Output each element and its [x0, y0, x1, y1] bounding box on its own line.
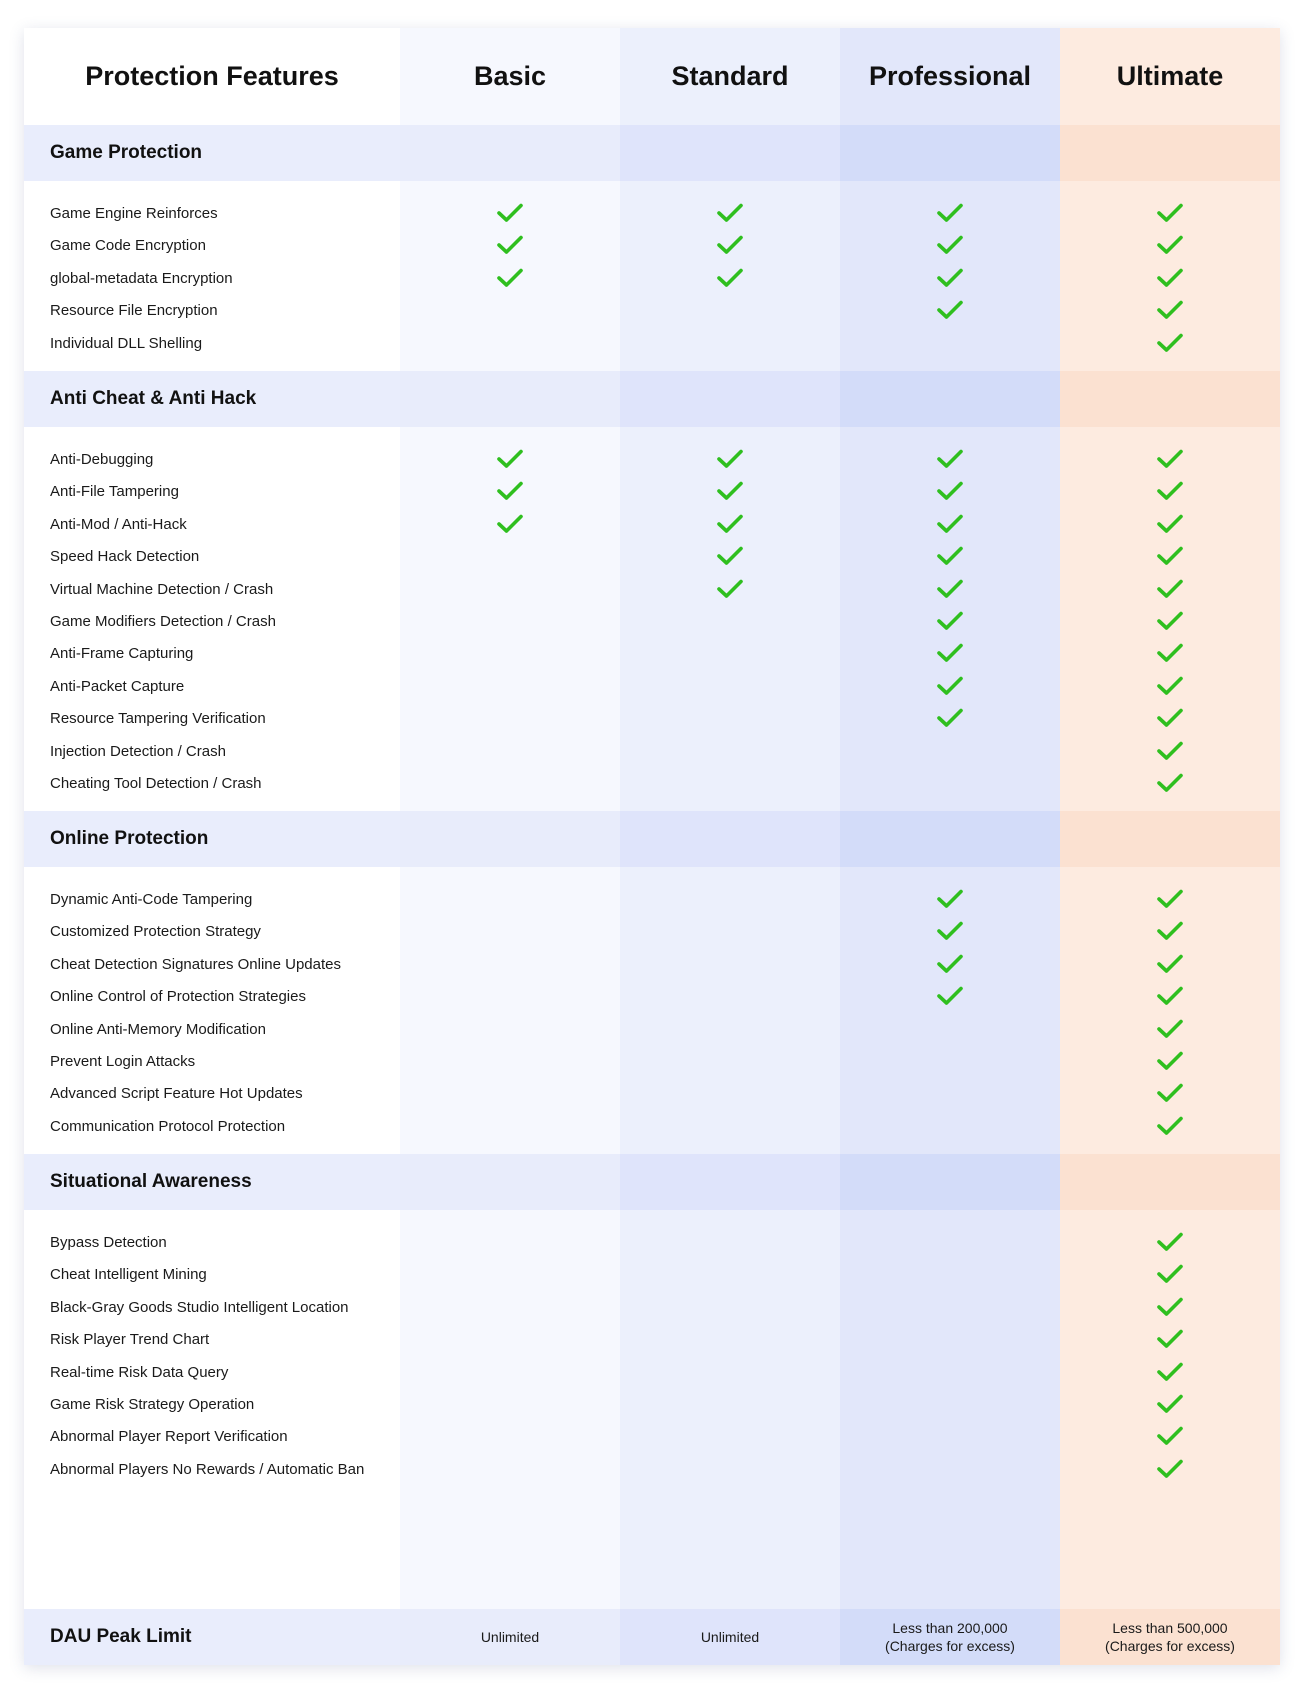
- check-icon-ultimate: [1156, 707, 1184, 729]
- feature-row: [24, 1109, 1280, 1144]
- check-icon-ultimate: [1156, 1231, 1184, 1253]
- feature-label: Anti-Packet Capture: [50, 677, 185, 695]
- check-icon-professional: [936, 578, 964, 600]
- check-icon-ultimate: [1156, 953, 1184, 975]
- comparison-table: [24, 28, 1280, 1665]
- feature-label: Customized Protection Strategy: [50, 923, 261, 941]
- check-icon-standard: [716, 545, 744, 567]
- check-icon-ultimate: [1156, 642, 1184, 664]
- section-title: Game Protection: [50, 142, 203, 163]
- feature-label: Advanced Script Feature Hot Updates: [50, 1085, 303, 1103]
- feature-row: [24, 914, 1280, 949]
- check-icon-professional: [936, 920, 964, 942]
- section-header: [24, 811, 1280, 867]
- check-icon-professional: [936, 610, 964, 632]
- check-icon-ultimate: [1156, 1393, 1184, 1415]
- feature-row: [24, 442, 1280, 477]
- check-icon-professional: [936, 234, 964, 256]
- feature-label: Bypass Detection: [50, 1234, 167, 1251]
- feature-label: Game Engine Reinforces: [50, 205, 218, 222]
- check-icon-ultimate: [1156, 675, 1184, 697]
- header-tier-ultimate: Ultimate: [1116, 61, 1224, 91]
- dau-limit-basic: Unlimited: [480, 1629, 540, 1645]
- section-header: [24, 371, 1280, 427]
- check-icon-ultimate: [1156, 1425, 1184, 1447]
- check-icon-basic: [496, 234, 524, 256]
- check-icon-ultimate: [1156, 234, 1184, 256]
- feature-label: Online Control of Protection Strategies: [50, 988, 306, 1006]
- feature-label: Real-time Risk Data Query: [50, 1363, 229, 1381]
- feature-row: [24, 293, 1280, 328]
- check-icon-basic: [496, 202, 524, 224]
- check-icon-professional: [936, 675, 964, 697]
- check-icon-standard: [716, 267, 744, 289]
- check-icon-ultimate: [1156, 1296, 1184, 1318]
- check-icon-ultimate: [1156, 920, 1184, 942]
- check-icon-ultimate: [1156, 1328, 1184, 1350]
- feature-row: [24, 734, 1280, 769]
- check-icon-professional: [936, 642, 964, 664]
- feature-label: Individual DLL Shelling: [50, 334, 203, 352]
- check-icon-ultimate: [1156, 1263, 1184, 1285]
- check-icon-basic: [496, 448, 524, 470]
- feature-row: [24, 326, 1280, 361]
- check-icon-ultimate: [1156, 985, 1184, 1007]
- check-icon-professional: [936, 480, 964, 502]
- section-title: Online Protection: [50, 828, 209, 849]
- feature-row: [24, 1322, 1280, 1357]
- check-icon-ultimate: [1156, 1050, 1184, 1072]
- check-icon-professional: [936, 985, 964, 1007]
- check-icon-ultimate: [1156, 1115, 1184, 1137]
- check-icon-ultimate: [1156, 545, 1184, 567]
- check-icon-ultimate: [1156, 740, 1184, 762]
- dau-limit-ultimate: Less than 500,000 (Charges for excess): [1105, 1620, 1235, 1654]
- feature-row: [24, 228, 1280, 263]
- check-icon-ultimate: [1156, 578, 1184, 600]
- feature-label: Cheating Tool Detection / Crash: [50, 775, 262, 792]
- feature-row: [24, 636, 1280, 671]
- feature-label: Anti-File Tampering: [50, 483, 179, 501]
- feature-row: [24, 1355, 1280, 1390]
- check-icon-professional: [936, 513, 964, 535]
- feature-label: Cheat Intelligent Mining: [50, 1266, 207, 1284]
- feature-row: [24, 1452, 1280, 1487]
- check-icon-ultimate: [1156, 267, 1184, 289]
- check-icon-basic: [496, 267, 524, 289]
- check-icon-professional: [936, 448, 964, 470]
- feature-row: [24, 701, 1280, 736]
- feature-label: Cheat Detection Signatures Online Updates: [50, 955, 342, 973]
- feature-label: Abnormal Player Report Verification: [50, 1428, 288, 1446]
- dau-limit-standard: Unlimited: [700, 1629, 760, 1645]
- feature-label: Anti-Mod / Anti-Hack: [50, 515, 187, 533]
- feature-label: Game Code Encryption: [50, 237, 206, 255]
- feature-row: [24, 1225, 1280, 1260]
- check-icon-ultimate: [1156, 448, 1184, 470]
- feature-label: Communication Protocol Protection: [50, 1117, 286, 1135]
- check-icon-ultimate: [1156, 332, 1184, 354]
- feature-label: Resource Tampering Verification: [50, 710, 266, 728]
- section-title: Situational Awareness: [50, 1171, 252, 1192]
- check-icon-professional: [936, 707, 964, 729]
- check-icon-professional: [936, 202, 964, 224]
- feature-row: [24, 507, 1280, 542]
- feature-row: [24, 1257, 1280, 1292]
- feature-label: Prevent Login Attacks: [50, 1053, 196, 1070]
- dau-peak-limit-row: [24, 1609, 1280, 1665]
- dau-limit-professional: Less than 200,000 (Charges for excess): [885, 1620, 1015, 1654]
- check-icon-professional: [936, 267, 964, 289]
- feature-label: Online Anti-Memory Modification: [50, 1020, 266, 1038]
- feature-label: Virtual Machine Detection / Crash: [50, 580, 274, 598]
- feature-label: Game Modifiers Detection / Crash: [50, 613, 276, 630]
- feature-row: [24, 669, 1280, 704]
- header-tier-standard: Standard: [671, 61, 789, 91]
- feature-row: [24, 1419, 1280, 1454]
- check-icon-professional: [936, 545, 964, 567]
- feature-label: Abnormal Players No Rewards / Automatic Ban: [50, 1460, 365, 1478]
- check-icon-ultimate: [1156, 299, 1184, 321]
- check-icon-ultimate: [1156, 610, 1184, 632]
- feature-row: [24, 979, 1280, 1014]
- feature-label: global-metadata Encryption: [50, 269, 233, 287]
- header-tier-basic: Basic: [473, 61, 547, 91]
- feature-row: [24, 1290, 1280, 1325]
- feature-label: Injection Detection / Crash: [50, 742, 226, 760]
- feature-row: [24, 947, 1280, 982]
- check-icon-standard: [716, 234, 744, 256]
- feature-row: [24, 882, 1280, 917]
- check-icon-basic: [496, 480, 524, 502]
- feature-label: Black-Gray Goods Studio Intelligent Location: [50, 1298, 349, 1316]
- check-icon-ultimate: [1156, 1458, 1184, 1480]
- check-icon-basic: [496, 513, 524, 535]
- check-icon-standard: [716, 448, 744, 470]
- check-icon-ultimate: [1156, 1018, 1184, 1040]
- header-tier-professional: Professional: [868, 61, 1032, 91]
- feature-label: Anti-Frame Capturing: [50, 645, 194, 663]
- feature-label: Risk Player Trend Chart: [50, 1331, 210, 1349]
- header-feature-label: Protection Features: [85, 61, 339, 91]
- feature-row: [24, 1076, 1280, 1111]
- check-icon-professional: [936, 299, 964, 321]
- check-icon-ultimate: [1156, 513, 1184, 535]
- check-icon-professional: [936, 953, 964, 975]
- feature-row: [24, 604, 1280, 639]
- feature-row: [24, 766, 1280, 801]
- feature-row: [24, 261, 1280, 296]
- check-icon-ultimate: [1156, 480, 1184, 502]
- feature-row: [24, 1044, 1280, 1079]
- check-icon-ultimate: [1156, 772, 1184, 794]
- feature-label: Resource File Encryption: [50, 302, 218, 320]
- check-icon-ultimate: [1156, 1361, 1184, 1383]
- feature-row: [24, 1012, 1280, 1047]
- feature-row: [24, 572, 1280, 607]
- section-header: [24, 125, 1280, 181]
- check-icon-ultimate: [1156, 1082, 1184, 1104]
- check-icon-standard: [716, 202, 744, 224]
- section-header: [24, 1154, 1280, 1210]
- feature-row: [24, 1387, 1280, 1422]
- check-icon-standard: [716, 513, 744, 535]
- feature-label: Dynamic Anti-Code Tampering: [50, 891, 253, 908]
- dau-peak-limit-title: DAU Peak Limit: [50, 1626, 192, 1647]
- check-icon-standard: [716, 480, 744, 502]
- check-icon-ultimate: [1156, 202, 1184, 224]
- check-icon-standard: [716, 578, 744, 600]
- feature-label: Speed Hack Detection: [50, 548, 200, 566]
- feature-label: Game Risk Strategy Operation: [50, 1396, 255, 1413]
- feature-row: [24, 539, 1280, 574]
- check-icon-professional: [936, 888, 964, 910]
- feature-label: Anti-Debugging: [50, 451, 154, 468]
- check-icon-ultimate: [1156, 888, 1184, 910]
- feature-row: [24, 474, 1280, 509]
- section-title: Anti Cheat & Anti Hack: [50, 388, 257, 409]
- feature-row: [24, 196, 1280, 231]
